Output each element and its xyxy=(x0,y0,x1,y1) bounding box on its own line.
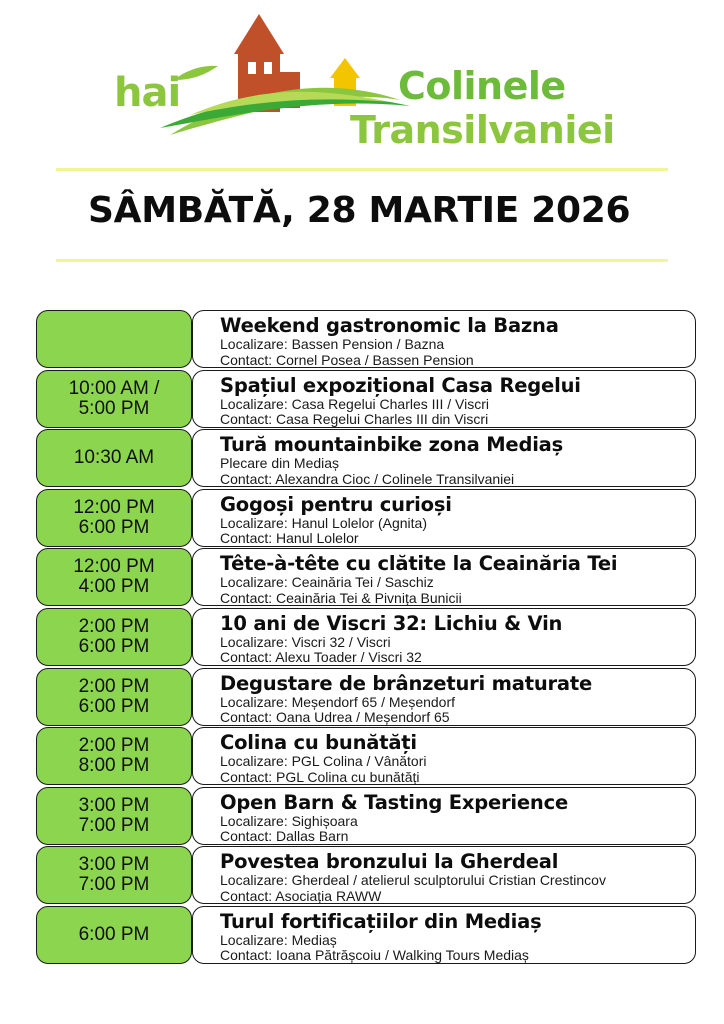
event-details xyxy=(192,370,696,428)
event-contact: Contact: Dallas Barn xyxy=(220,828,349,845)
event-time-badge: 2:00 PM 6:00 PM xyxy=(36,668,192,726)
event-details xyxy=(192,846,696,904)
event-time-badge: 10:00 AM / 5:00 PM xyxy=(36,370,192,428)
event-contact: Contact: Ceainăria Tei & Pivnița Bunicii xyxy=(220,589,462,606)
event-title: Povestea bronzului la Gherdeal xyxy=(220,850,559,874)
event-location: Localizare: Sighișoara xyxy=(220,812,358,829)
event-time-badge: 3:00 PM 7:00 PM xyxy=(36,787,192,845)
event-location: Plecare din Mediaș xyxy=(220,455,340,472)
event-row xyxy=(36,548,696,604)
event-row xyxy=(36,906,696,962)
event-location: Localizare: Meșendorf 65 / Meșendorf xyxy=(220,693,456,710)
event-details xyxy=(192,608,696,666)
event-location: Localizare: Viscri 32 / Viscri xyxy=(220,633,391,650)
event-title: 10 ani de Viscri 32: Lichiu & Vin xyxy=(220,611,563,635)
logo-title-line1: Colinele xyxy=(398,64,566,108)
event-title: Gogoși pentru curioși xyxy=(220,492,452,516)
event-contact: Contact: Oana Udrea / Meșendorf 65 xyxy=(220,709,450,726)
event-details xyxy=(192,906,696,964)
event-time-badge: 10:30 AM xyxy=(36,429,192,487)
event-time-badge xyxy=(36,310,192,368)
event-row xyxy=(36,846,696,902)
event-details xyxy=(192,787,696,845)
event-location: Localizare: Gherdeal / atelierul sculptorului Cristian Crestincov xyxy=(220,872,606,889)
event-details xyxy=(192,429,696,487)
event-title: Degustare de brânzeturi maturate xyxy=(220,671,593,695)
event-details xyxy=(192,668,696,726)
brand-logo xyxy=(110,10,620,160)
event-location: Localizare: Bassen Pension / Bazna xyxy=(220,336,445,352)
event-time-badge: 6:00 PM xyxy=(36,906,192,964)
event-title: Colina cu bunătăți xyxy=(220,731,417,755)
event-contact: Contact: Alexandra Cioc / Colinele Transilvaniei xyxy=(220,470,515,487)
logo-hai: hai xyxy=(114,70,181,116)
event-time-badge: 3:00 PM 7:00 PM xyxy=(36,846,192,904)
event-time-badge: 2:00 PM 6:00 PM xyxy=(36,608,192,666)
event-row xyxy=(36,668,696,724)
event-title: Turul fortificațiilor din Mediaș xyxy=(220,909,542,933)
event-contact: Contact: Ioana Pătrășcoiu / Walking Tours Mediaș xyxy=(220,947,529,964)
event-row xyxy=(36,310,696,366)
event-location: Localizare: Ceainăria Tei / Saschiz xyxy=(220,574,434,591)
event-contact: Contact: Asociația RAWW xyxy=(220,887,382,904)
event-schedule xyxy=(36,310,696,966)
event-location: Localizare: Hanul Lolelor (Agnita) xyxy=(220,514,427,531)
event-title: Tête-à-tête cu clătite la Ceainăria Tei xyxy=(220,552,618,576)
event-contact: Contact: Alexu Toader / Viscri 32 xyxy=(220,649,422,666)
event-contact: Contact: PGL Colina cu bunătăți xyxy=(220,768,420,785)
page-title: SÂMBĂTĂ, 28 MARTIE 2026 xyxy=(88,190,631,231)
event-location: Localizare: Casa Regelui Charles III / Viscri xyxy=(220,395,489,412)
logo-title-line2: Transilvaniei xyxy=(350,108,615,152)
top-divider xyxy=(56,168,668,171)
event-title: Weekend gastronomic la Bazna xyxy=(220,314,559,337)
event-row xyxy=(36,429,696,485)
event-row xyxy=(36,787,696,843)
event-details xyxy=(192,310,696,368)
bottom-divider xyxy=(56,259,668,262)
event-title: Open Barn & Tasting Experience xyxy=(220,790,568,814)
event-time-badge: 2:00 PM 8:00 PM xyxy=(36,727,192,785)
event-row xyxy=(36,727,696,783)
event-row xyxy=(36,489,696,545)
event-location: Localizare: Mediaș xyxy=(220,931,337,948)
event-location: Localizare: PGL Colina / Vânători xyxy=(220,753,427,770)
event-row xyxy=(36,608,696,664)
event-details xyxy=(192,727,696,785)
event-title: Tură mountainbike zona Mediaș xyxy=(220,433,564,457)
event-contact: Contact: Cornel Posea / Bassen Pension xyxy=(220,351,474,368)
event-contact: Contact: Hanul Lolelor xyxy=(220,530,359,547)
event-title: Spațiul expozițional Casa Regelui xyxy=(220,373,581,397)
event-details xyxy=(192,548,696,606)
event-row xyxy=(36,370,696,426)
event-time-badge: 12:00 PM 6:00 PM xyxy=(36,489,192,547)
event-contact: Contact: Casa Regelui Charles III din Viscri xyxy=(220,411,489,428)
event-time-badge: 12:00 PM 4:00 PM xyxy=(36,548,192,606)
event-details xyxy=(192,489,696,547)
